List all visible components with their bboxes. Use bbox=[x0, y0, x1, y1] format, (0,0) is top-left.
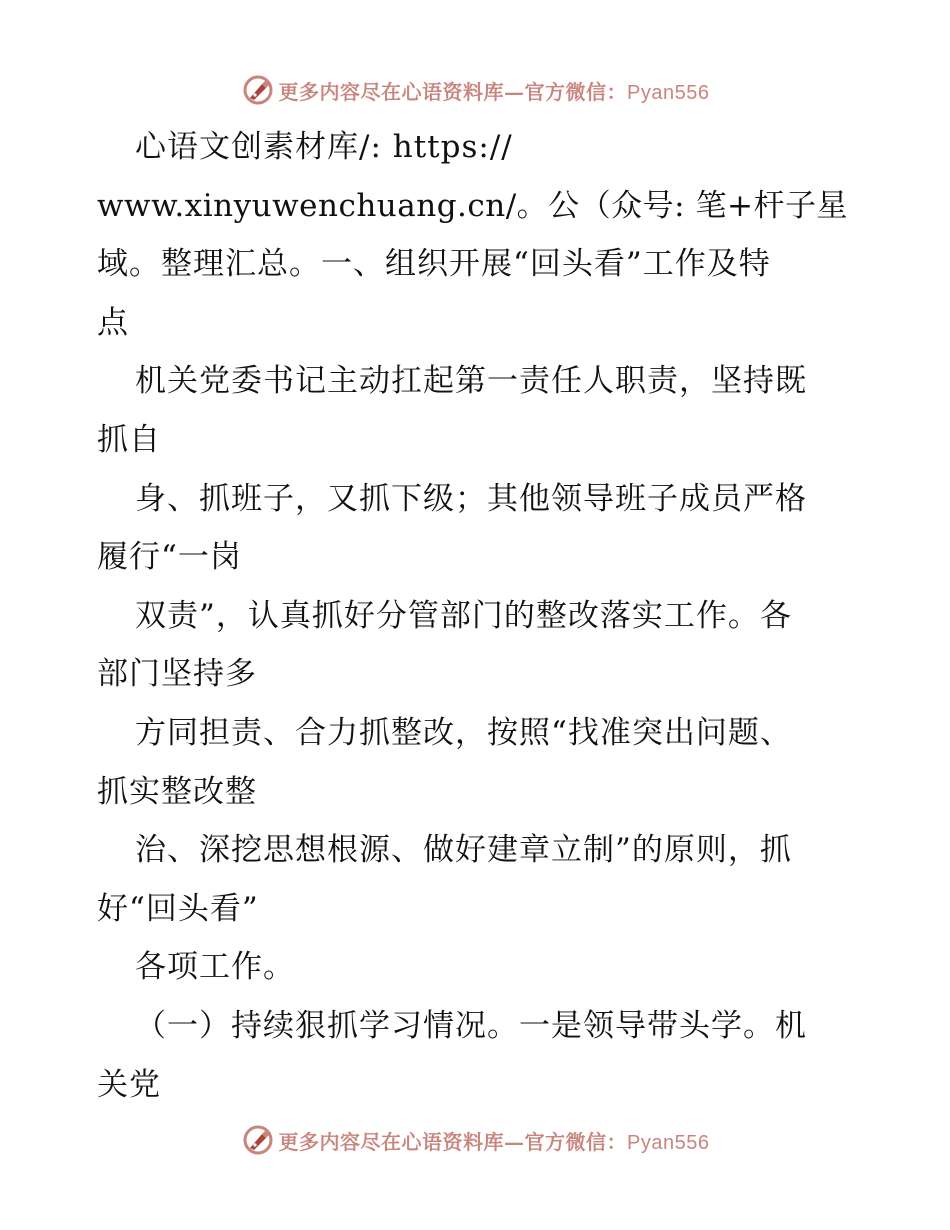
text-line: 履行“一岗 bbox=[97, 539, 242, 576]
text-line: 抓自 bbox=[97, 421, 161, 458]
text-line: 治、深挖思想根源、做好建章立制”的原则，抓 bbox=[135, 832, 792, 869]
banner-promo-text: 更多内容尽在心语资料库—官方微信： bbox=[278, 1129, 628, 1154]
banner-text bbox=[279, 76, 710, 105]
text-line: www.xinyuwenchuang.cn/。公（众号: 笔+杆子星 bbox=[97, 187, 848, 224]
text-line: 部门坚持多 bbox=[97, 656, 257, 693]
text-line: 方同担责、合力抓整改，按照“找准突出问题、 bbox=[135, 714, 792, 751]
wechat-id: Pyan556 bbox=[627, 1131, 710, 1154]
text-line: 点 bbox=[97, 304, 129, 341]
text-line: 身、抓班子，又抓下级；其他领导班子成员严格 bbox=[135, 480, 807, 517]
text-line: （一）持续狠抓学习情况。一是领导带头学。机 bbox=[135, 1007, 807, 1044]
text-line: 机关党委书记主动扛起第一责任人职责，坚持既 bbox=[135, 363, 807, 400]
text-line: 抓实整改整 bbox=[97, 773, 257, 810]
footer-banner bbox=[0, 1120, 950, 1160]
pen-nib-logo-icon bbox=[241, 1123, 275, 1157]
text-line: 关党 bbox=[97, 1066, 161, 1103]
text-line: 心语文创素材库/: https:// bbox=[135, 129, 513, 165]
header-banner bbox=[0, 70, 950, 110]
text-line: 各项工作。 bbox=[135, 949, 295, 986]
text-line: 好“回头看” bbox=[97, 890, 259, 927]
banner-text bbox=[279, 1126, 710, 1155]
text-line: 双责”，认真抓好分管部门的整改落实工作。各 bbox=[135, 597, 792, 634]
pen-nib-logo-icon bbox=[241, 73, 275, 107]
banner-promo-text: 更多内容尽在心语资料库—官方微信： bbox=[278, 79, 628, 104]
document-body bbox=[97, 118, 857, 1114]
text-line: 域。整理汇总。一、组织开展“回头看”工作及特 bbox=[97, 246, 771, 283]
wechat-id: Pyan556 bbox=[627, 81, 710, 104]
